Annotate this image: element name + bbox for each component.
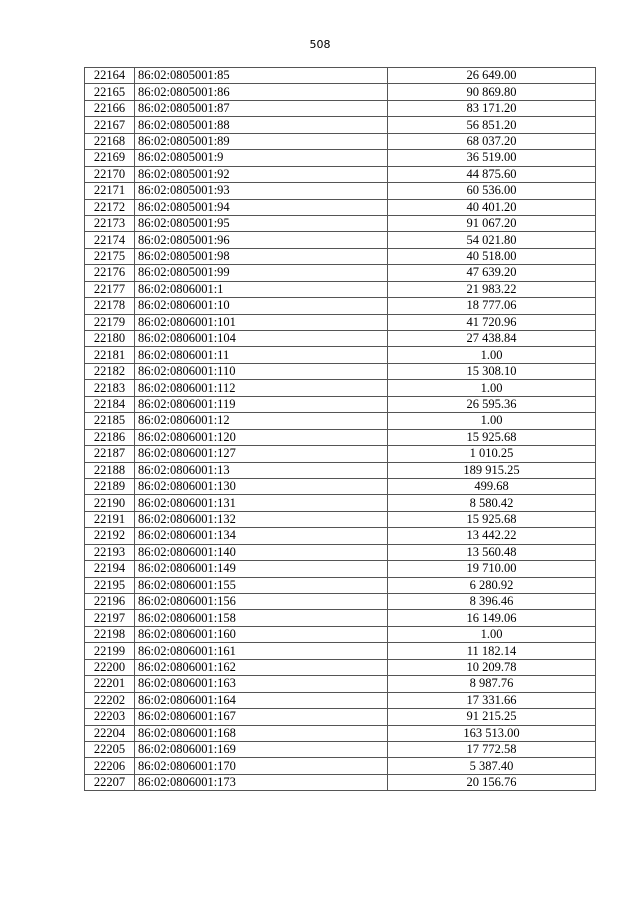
row-number-cell: 22196 [85,594,135,610]
table-row [85,281,596,297]
value-cell: 60 536.00 [388,183,596,199]
cadastral-number-cell: 86:02:0805001:96 [135,232,388,248]
row-number-cell: 22180 [85,331,135,347]
row-number-cell: 22185 [85,413,135,429]
cadastral-number-cell: 86:02:0806001:169 [135,741,388,757]
cadastral-number-cell: 86:02:0806001:132 [135,511,388,527]
row-number-cell: 22186 [85,429,135,445]
table-row [85,248,596,264]
cadastral-number-cell: 86:02:0806001:170 [135,758,388,774]
table-row [85,594,596,610]
value-cell: 8 987.76 [388,676,596,692]
table-row [85,577,596,593]
cadastral-number-cell: 86:02:0806001:134 [135,528,388,544]
value-cell: 15 925.68 [388,429,596,445]
value-cell: 1.00 [388,347,596,363]
cadastral-number-cell: 86:02:0806001:10 [135,298,388,314]
value-cell: 1 010.25 [388,446,596,462]
cadastral-value-table [84,67,596,791]
table-row [85,528,596,544]
table-row [85,215,596,231]
cadastral-number-cell: 86:02:0806001:130 [135,478,388,494]
table-row [85,741,596,757]
value-cell: 15 308.10 [388,363,596,379]
row-number-cell: 22190 [85,495,135,511]
cadastral-number-cell: 86:02:0805001:93 [135,183,388,199]
value-cell: 17 772.58 [388,741,596,757]
value-cell: 18 777.06 [388,298,596,314]
value-cell: 10 209.78 [388,659,596,675]
table-row [85,347,596,363]
cadastral-number-cell: 86:02:0805001:95 [135,215,388,231]
cadastral-number-cell: 86:02:0805001:87 [135,100,388,116]
table-row [85,265,596,281]
table-row [85,446,596,462]
row-number-cell: 22201 [85,676,135,692]
cadastral-number-cell: 86:02:0806001:1 [135,281,388,297]
table-row [85,643,596,659]
table-row [85,774,596,790]
cadastral-number-cell: 86:02:0806001:112 [135,380,388,396]
table-row [85,429,596,445]
row-number-cell: 22170 [85,166,135,182]
cadastral-number-cell: 86:02:0806001:163 [135,676,388,692]
table-row [85,676,596,692]
cadastral-number-cell: 86:02:0806001:120 [135,429,388,445]
row-number-cell: 22181 [85,347,135,363]
row-number-cell: 22166 [85,100,135,116]
table-row [85,511,596,527]
row-number-cell: 22175 [85,248,135,264]
value-cell: 11 182.14 [388,643,596,659]
cadastral-number-cell: 86:02:0806001:168 [135,725,388,741]
row-number-cell: 22205 [85,741,135,757]
value-cell: 40 401.20 [388,199,596,215]
row-number-cell: 22165 [85,84,135,100]
page-number: 508 [309,38,331,51]
table-row [85,314,596,330]
value-cell: 16 149.06 [388,610,596,626]
cadastral-number-cell: 86:02:0806001:164 [135,692,388,708]
row-number-cell: 22191 [85,511,135,527]
value-cell: 163 513.00 [388,725,596,741]
table-row [85,100,596,116]
value-cell: 40 518.00 [388,248,596,264]
cadastral-number-cell: 86:02:0806001:158 [135,610,388,626]
row-number-cell: 22188 [85,462,135,478]
row-number-cell: 22168 [85,133,135,149]
table-row [85,84,596,100]
cadastral-number-cell: 86:02:0806001:140 [135,544,388,560]
table-row [85,610,596,626]
table-row [85,199,596,215]
cadastral-number-cell: 86:02:0806001:127 [135,446,388,462]
row-number-cell: 22187 [85,446,135,462]
value-cell: 56 851.20 [388,117,596,133]
row-number-cell: 22183 [85,380,135,396]
table-row [85,626,596,642]
cadastral-number-cell: 86:02:0805001:94 [135,199,388,215]
cadastral-number-cell: 86:02:0806001:119 [135,396,388,412]
table-body [85,68,596,791]
table-row [85,183,596,199]
value-cell: 36 519.00 [388,150,596,166]
row-number-cell: 22172 [85,199,135,215]
table-row [85,133,596,149]
table-row [85,117,596,133]
cadastral-number-cell: 86:02:0805001:86 [135,84,388,100]
row-number-cell: 22164 [85,68,135,84]
value-cell: 8 580.42 [388,495,596,511]
value-cell: 83 171.20 [388,100,596,116]
cadastral-number-cell: 86:02:0805001:88 [135,117,388,133]
row-number-cell: 22206 [85,758,135,774]
cadastral-number-cell: 86:02:0806001:161 [135,643,388,659]
row-number-cell: 22193 [85,544,135,560]
row-number-cell: 22192 [85,528,135,544]
table-row [85,692,596,708]
cadastral-number-cell: 86:02:0805001:9 [135,150,388,166]
value-cell: 20 156.76 [388,774,596,790]
cadastral-number-cell: 86:02:0806001:160 [135,626,388,642]
value-cell: 54 021.80 [388,232,596,248]
cadastral-number-cell: 86:02:0805001:85 [135,68,388,84]
value-cell: 27 438.84 [388,331,596,347]
cadastral-number-cell: 86:02:0806001:167 [135,709,388,725]
table-row [85,363,596,379]
value-cell: 21 983.22 [388,281,596,297]
table-row [85,758,596,774]
row-number-cell: 22177 [85,281,135,297]
table-row [85,561,596,577]
row-number-cell: 22200 [85,659,135,675]
row-number-cell: 22184 [85,396,135,412]
table-row [85,725,596,741]
row-number-cell: 22179 [85,314,135,330]
value-cell: 15 925.68 [388,511,596,527]
cadastral-number-cell: 86:02:0806001:104 [135,331,388,347]
cadastral-number-cell: 86:02:0806001:13 [135,462,388,478]
value-cell: 19 710.00 [388,561,596,577]
row-number-cell: 22195 [85,577,135,593]
value-cell: 17 331.66 [388,692,596,708]
cadastral-number-cell: 86:02:0806001:12 [135,413,388,429]
value-cell: 1.00 [388,413,596,429]
row-number-cell: 22182 [85,363,135,379]
value-cell: 91 067.20 [388,215,596,231]
cadastral-number-cell: 86:02:0806001:155 [135,577,388,593]
row-number-cell: 22167 [85,117,135,133]
row-number-cell: 22189 [85,478,135,494]
value-cell: 499.68 [388,478,596,494]
table-row [85,331,596,347]
cadastral-number-cell: 86:02:0806001:110 [135,363,388,379]
row-number-cell: 22171 [85,183,135,199]
row-number-cell: 22174 [85,232,135,248]
value-cell: 44 875.60 [388,166,596,182]
table-row [85,709,596,725]
table-row [85,232,596,248]
value-cell: 5 387.40 [388,758,596,774]
value-cell: 26 649.00 [388,68,596,84]
value-cell: 13 442.22 [388,528,596,544]
row-number-cell: 22176 [85,265,135,281]
row-number-cell: 22199 [85,643,135,659]
cadastral-number-cell: 86:02:0805001:89 [135,133,388,149]
value-cell: 13 560.48 [388,544,596,560]
table-row [85,396,596,412]
value-cell: 26 595.36 [388,396,596,412]
table-row [85,659,596,675]
row-number-cell: 22194 [85,561,135,577]
value-cell: 6 280.92 [388,577,596,593]
value-cell: 91 215.25 [388,709,596,725]
value-cell: 8 396.46 [388,594,596,610]
row-number-cell: 22207 [85,774,135,790]
cadastral-number-cell: 86:02:0806001:11 [135,347,388,363]
cadastral-number-cell: 86:02:0806001:173 [135,774,388,790]
row-number-cell: 22204 [85,725,135,741]
value-cell: 189 915.25 [388,462,596,478]
row-number-cell: 22202 [85,692,135,708]
cadastral-number-cell: 86:02:0806001:149 [135,561,388,577]
value-cell: 68 037.20 [388,133,596,149]
cadastral-number-cell: 86:02:0806001:156 [135,594,388,610]
table-row [85,150,596,166]
cadastral-number-cell: 86:02:0806001:162 [135,659,388,675]
row-number-cell: 22178 [85,298,135,314]
table-row [85,478,596,494]
row-number-cell: 22197 [85,610,135,626]
table-row [85,298,596,314]
table-row [85,544,596,560]
row-number-cell: 22173 [85,215,135,231]
value-cell: 90 869.80 [388,84,596,100]
table-row [85,462,596,478]
cadastral-number-cell: 86:02:0806001:101 [135,314,388,330]
value-cell: 47 639.20 [388,265,596,281]
value-cell: 1.00 [388,626,596,642]
table-row [85,68,596,84]
cadastral-number-cell: 86:02:0805001:92 [135,166,388,182]
cadastral-number-cell: 86:02:0805001:98 [135,248,388,264]
table-row [85,166,596,182]
row-number-cell: 22198 [85,626,135,642]
value-cell: 1.00 [388,380,596,396]
table-row [85,495,596,511]
row-number-cell: 22203 [85,709,135,725]
table-row [85,413,596,429]
cadastral-number-cell: 86:02:0806001:131 [135,495,388,511]
value-cell: 41 720.96 [388,314,596,330]
table-row [85,380,596,396]
row-number-cell: 22169 [85,150,135,166]
cadastral-number-cell: 86:02:0805001:99 [135,265,388,281]
